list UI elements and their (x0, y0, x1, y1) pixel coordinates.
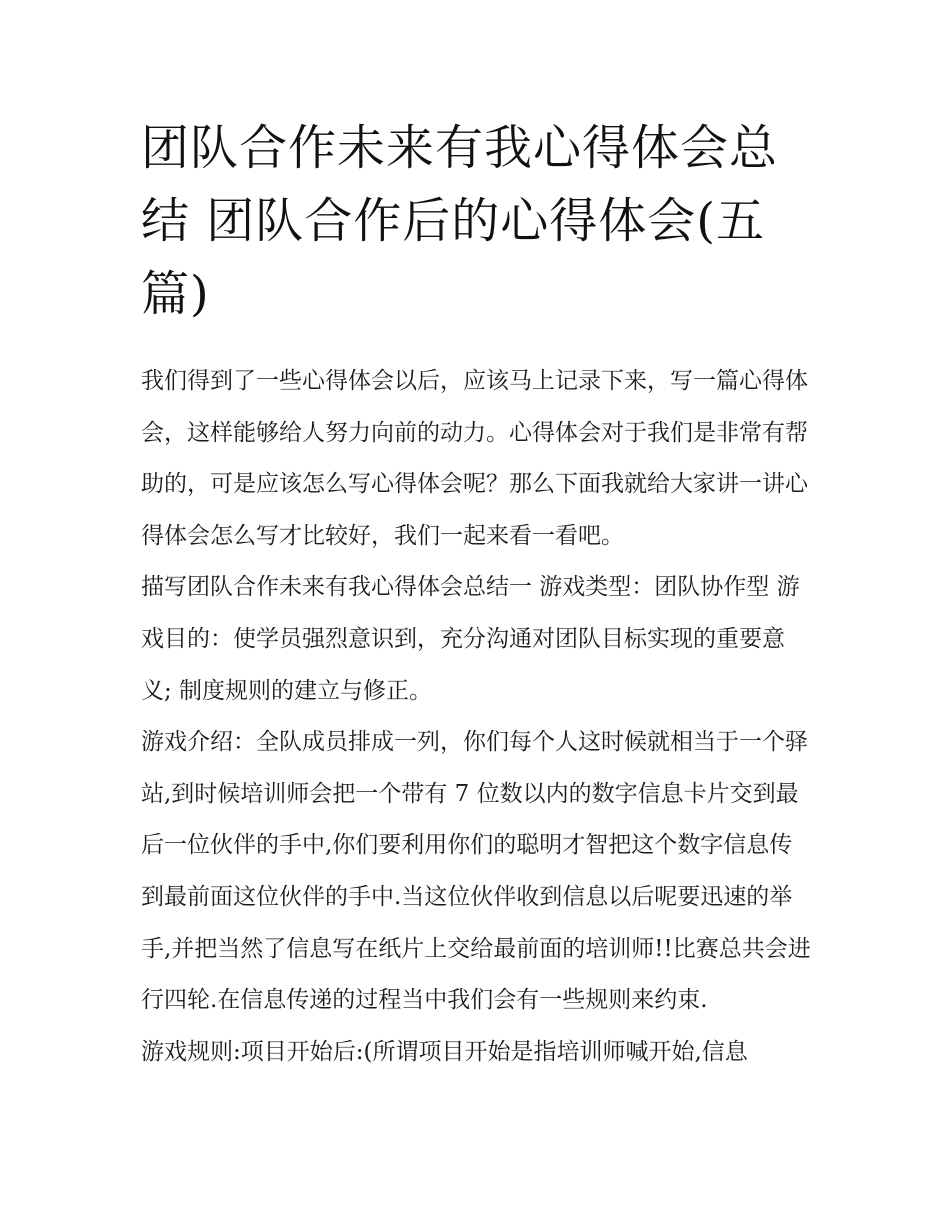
paragraph-game-type: 描写团队合作未来有我心得体会总结一 游戏类型：团队协作型 游戏目的：使学员强烈意识到，充分沟通对团队目标实现的重要意义; 制度规则的建立与修正。 (141, 574, 800, 704)
paragraph-game-intro: 游戏介绍：全队成员排成一列，你们每个人这时候就相当于一个驿站,到时候培训师会把一个带有 7 位数以内的数字信息卡片交到最后一位伙伴的手中,你们要利用你们的聪明才智把这个数字信息传到最前面这位伙伴的手中.当这位伙伴收到信息以后呢要迅速的举手,并把当然了信息写在纸片上交给最前面的培训师!!比赛总共会进行四轮.在信息传递的过程当中我们会有一些规则来约束. (141, 729, 811, 1014)
page-title: 团队合作未来有我心得体会总结 团队合作后的心得体会(五篇) (141, 120, 779, 322)
paragraph-intro: 我们得到了一些心得体会以后，应该马上记录下来，写一篇心得体会，这样能够给人努力向前的动力。心得体会对于我们是非常有帮助的，可是应该怎么写心得体会呢？那么下面我就给大家讲一讲心得体会怎么写才比较好，我们一起来看一看吧。 (141, 368, 808, 549)
document-body (141, 356, 813, 1078)
paragraph-game-rules: 游戏规则:项目开始后:(所谓项目开始是指培训师喊开始,信息 (141, 1038, 748, 1065)
